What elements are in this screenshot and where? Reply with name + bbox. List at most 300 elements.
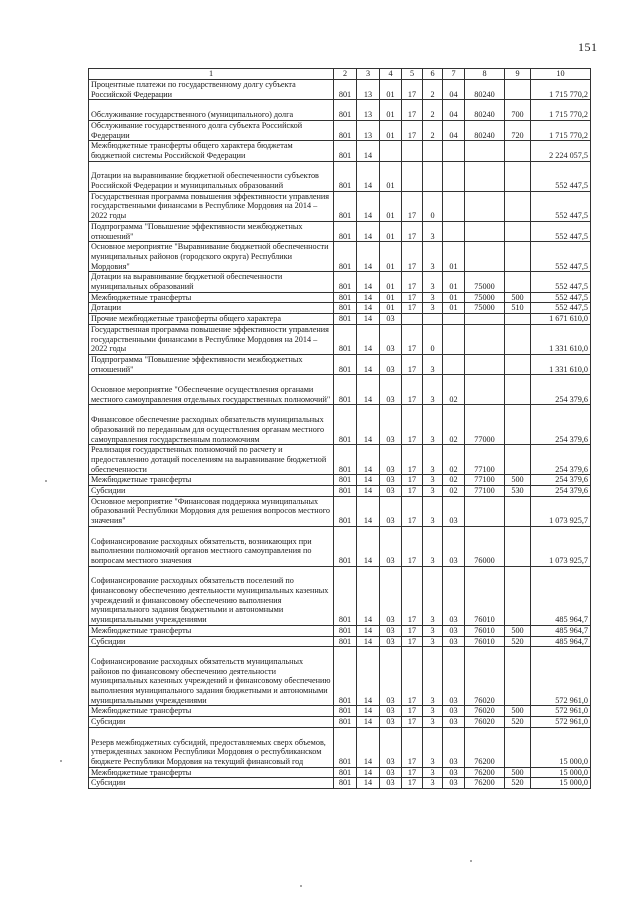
table-row — [89, 486, 591, 497]
row-amount: 254 379,6 — [531, 475, 591, 486]
code-ministry: 801 — [334, 727, 357, 767]
code-program: 17 — [402, 405, 423, 445]
code-section: 14 — [357, 375, 380, 405]
table-row — [89, 727, 591, 767]
code-subprogram: 3 — [423, 292, 443, 303]
code-section: 14 — [357, 767, 380, 778]
row-name: Межбюджетные трансферты — [89, 292, 334, 303]
code-section: 13 — [357, 100, 380, 120]
code-section: 14 — [357, 647, 380, 706]
row-name: Межбюджетные трансферты общего характера бюджетам бюджетной системы Российской Федерации — [89, 141, 334, 161]
code-ministry: 801 — [334, 292, 357, 303]
code-section: 14 — [357, 292, 380, 303]
code-program: 17 — [402, 647, 423, 706]
code-ministry: 801 — [334, 242, 357, 272]
code-subprogram: 3 — [423, 272, 443, 292]
code-subsection: 03 — [380, 354, 402, 374]
table-row — [89, 354, 591, 374]
table-row — [89, 526, 591, 566]
code-direction: 77100 — [465, 475, 505, 486]
table-row — [89, 625, 591, 636]
row-amount: 15 000,0 — [531, 778, 591, 789]
code-ministry: 801 — [334, 100, 357, 120]
code-ministry: 801 — [334, 405, 357, 445]
row-name: Основное мероприятие "Выравнивание бюджетной обеспеченности муниципальных районов (городского округа) Республики Мордовия" — [89, 242, 334, 272]
code-section: 14 — [357, 314, 380, 325]
code-direction — [465, 141, 505, 161]
row-name: Обслуживание государственного долга субъекта Российской Федерации — [89, 120, 334, 140]
code-expense-type — [505, 161, 531, 191]
code-activity — [443, 141, 465, 161]
table-row — [89, 767, 591, 778]
code-subsection: 01 — [380, 80, 402, 100]
table-row — [89, 324, 591, 354]
code-direction — [465, 496, 505, 526]
row-amount: 254 379,6 — [531, 375, 591, 405]
code-section: 14 — [357, 717, 380, 728]
header-col-8: 8 — [465, 69, 505, 80]
code-direction — [465, 221, 505, 241]
code-section: 14 — [357, 486, 380, 497]
code-program: 17 — [402, 625, 423, 636]
code-activity: 02 — [443, 475, 465, 486]
code-expense-type — [505, 272, 531, 292]
code-subprogram: 3 — [423, 354, 443, 374]
code-ministry: 801 — [334, 767, 357, 778]
row-name: Реализация государственных полномочий по расчету и предоставлению дотаций поселениям на выравнивание бюджетной обеспеченности — [89, 445, 334, 475]
code-ministry: 801 — [334, 324, 357, 354]
code-subprogram: 2 — [423, 80, 443, 100]
code-subsection: 01 — [380, 242, 402, 272]
code-subsection: 03 — [380, 496, 402, 526]
page-number: 151 — [578, 40, 598, 54]
row-name: Дотации — [89, 303, 334, 314]
code-direction — [465, 354, 505, 374]
row-name: Обслуживание государственного (муниципального) долга — [89, 100, 334, 120]
code-ministry: 801 — [334, 706, 357, 717]
header-col-1: 1 — [89, 69, 334, 80]
code-expense-type — [505, 324, 531, 354]
code-subprogram: 3 — [423, 242, 443, 272]
code-ministry: 801 — [334, 625, 357, 636]
code-direction — [465, 375, 505, 405]
row-name: Государственная программа повышения эффективности управления государственными финансами в Республике Мордовия на 2014 – 2022 годы — [89, 191, 334, 221]
code-expense-type: 720 — [505, 120, 531, 140]
row-name: Основное мероприятие "Обеспечение осуществления органами местного самоуправления отдельных государственных полномочий" — [89, 375, 334, 405]
code-section: 14 — [357, 221, 380, 241]
code-program: 17 — [402, 717, 423, 728]
code-ministry: 801 — [334, 717, 357, 728]
code-direction: 76020 — [465, 717, 505, 728]
code-section: 14 — [357, 496, 380, 526]
code-expense-type — [505, 221, 531, 241]
code-section: 14 — [357, 445, 380, 475]
code-activity — [443, 161, 465, 191]
code-ministry: 801 — [334, 647, 357, 706]
table-row — [89, 405, 591, 445]
code-subprogram: 3 — [423, 636, 443, 647]
code-program: 17 — [402, 778, 423, 789]
code-direction: 76200 — [465, 778, 505, 789]
row-amount: 15 000,0 — [531, 767, 591, 778]
row-amount: 485 964,7 — [531, 566, 591, 625]
code-subprogram: 2 — [423, 120, 443, 140]
row-amount: 1 715 770,2 — [531, 80, 591, 100]
code-ministry: 801 — [334, 272, 357, 292]
code-subprogram: 3 — [423, 445, 443, 475]
code-subprogram: 3 — [423, 303, 443, 314]
code-activity: 03 — [443, 647, 465, 706]
code-expense-type — [505, 496, 531, 526]
code-program: 17 — [402, 324, 423, 354]
code-expense-type — [505, 445, 531, 475]
row-amount: 1 671 610,0 — [531, 314, 591, 325]
code-program: 17 — [402, 566, 423, 625]
code-activity: 01 — [443, 272, 465, 292]
code-program: 17 — [402, 475, 423, 486]
code-activity — [443, 324, 465, 354]
code-program — [402, 141, 423, 161]
table-body — [89, 80, 591, 789]
code-subsection: 03 — [380, 778, 402, 789]
row-name: Софинансирование расходных обязательств поселений по финансовому обеспечению деятельности муниципальных казенных учреждений и финансовому обеспечению выполнения муниципального задания бюджетными и автономными муниципальными учреждениями — [89, 566, 334, 625]
code-section: 14 — [357, 526, 380, 566]
code-program: 17 — [402, 303, 423, 314]
table-header-row — [89, 69, 591, 80]
table-row — [89, 717, 591, 728]
code-subsection: 03 — [380, 636, 402, 647]
code-expense-type: 530 — [505, 486, 531, 497]
code-program: 17 — [402, 272, 423, 292]
code-direction: 80240 — [465, 120, 505, 140]
code-subsection: 03 — [380, 706, 402, 717]
table-row — [89, 566, 591, 625]
code-activity: 01 — [443, 292, 465, 303]
row-name: Прочие межбюджетные трансферты общего характера — [89, 314, 334, 325]
code-direction: 76000 — [465, 526, 505, 566]
code-subsection: 03 — [380, 405, 402, 445]
code-direction: 76020 — [465, 706, 505, 717]
code-expense-type — [505, 647, 531, 706]
code-program: 17 — [402, 727, 423, 767]
code-program: 17 — [402, 486, 423, 497]
row-amount: 1 715 770,2 — [531, 100, 591, 120]
table-row — [89, 292, 591, 303]
code-expense-type: 500 — [505, 625, 531, 636]
table-row — [89, 475, 591, 486]
code-direction: 75000 — [465, 303, 505, 314]
code-section: 14 — [357, 405, 380, 445]
row-amount: 552 447,5 — [531, 191, 591, 221]
table-row — [89, 636, 591, 647]
code-section: 14 — [357, 625, 380, 636]
row-name: Государственная программа повышение эффективности управления государственными финансами в Республике Мордовия на 2014 – 2022 годы — [89, 324, 334, 354]
code-direction: 76010 — [465, 566, 505, 625]
code-activity: 04 — [443, 80, 465, 100]
code-expense-type: 500 — [505, 767, 531, 778]
row-amount: 254 379,6 — [531, 486, 591, 497]
row-amount: 2 224 057,5 — [531, 141, 591, 161]
code-subprogram: 3 — [423, 566, 443, 625]
table-row — [89, 314, 591, 325]
code-program: 17 — [402, 354, 423, 374]
row-amount: 572 961,0 — [531, 706, 591, 717]
code-direction: 75000 — [465, 292, 505, 303]
header-col-3: 3 — [357, 69, 380, 80]
code-subprogram: 3 — [423, 405, 443, 445]
row-amount: 1 073 925,7 — [531, 526, 591, 566]
header-col-6: 6 — [423, 69, 443, 80]
code-subsection: 01 — [380, 100, 402, 120]
code-subprogram: 3 — [423, 706, 443, 717]
code-activity — [443, 314, 465, 325]
table-row — [89, 778, 591, 789]
scan-speck — [470, 860, 472, 862]
code-subprogram: 3 — [423, 496, 443, 526]
code-subprogram: 3 — [423, 221, 443, 241]
scan-speck — [300, 885, 302, 887]
code-subsection: 03 — [380, 475, 402, 486]
code-subprogram: 3 — [423, 526, 443, 566]
code-expense-type: 520 — [505, 778, 531, 789]
code-activity: 02 — [443, 486, 465, 497]
row-name: Основное мероприятие "Финансовая поддержка муниципальных образований Республики Мордовия для решения вопросов местного значения" — [89, 496, 334, 526]
code-subsection: 03 — [380, 324, 402, 354]
code-program: 17 — [402, 242, 423, 272]
code-program: 17 — [402, 80, 423, 100]
row-name: Межбюджетные трансферты — [89, 706, 334, 717]
code-subprogram: 3 — [423, 375, 443, 405]
code-program: 17 — [402, 375, 423, 405]
code-ministry: 801 — [334, 486, 357, 497]
code-section: 13 — [357, 120, 380, 140]
code-program: 17 — [402, 767, 423, 778]
code-subsection: 01 — [380, 303, 402, 314]
code-program: 17 — [402, 526, 423, 566]
code-ministry: 801 — [334, 221, 357, 241]
row-amount: 15 000,0 — [531, 727, 591, 767]
code-activity: 03 — [443, 526, 465, 566]
code-direction: 77000 — [465, 405, 505, 445]
code-direction: 77100 — [465, 445, 505, 475]
header-col-4: 4 — [380, 69, 402, 80]
code-activity: 03 — [443, 767, 465, 778]
code-subsection: 01 — [380, 120, 402, 140]
code-expense-type: 500 — [505, 292, 531, 303]
header-col-2: 2 — [334, 69, 357, 80]
code-expense-type — [505, 526, 531, 566]
code-direction: 76010 — [465, 625, 505, 636]
row-amount: 552 447,5 — [531, 221, 591, 241]
code-direction: 75000 — [465, 272, 505, 292]
code-activity: 02 — [443, 445, 465, 475]
code-subprogram — [423, 141, 443, 161]
row-name: Процентные платежи по государственному долгу субъекта Российской Федерации — [89, 80, 334, 100]
row-name: Межбюджетные трансферты — [89, 767, 334, 778]
code-ministry: 801 — [334, 161, 357, 191]
code-expense-type: 520 — [505, 717, 531, 728]
code-section: 14 — [357, 303, 380, 314]
table-row — [89, 496, 591, 526]
code-activity: 03 — [443, 727, 465, 767]
table-row — [89, 647, 591, 706]
code-subprogram — [423, 161, 443, 191]
scan-speck — [60, 760, 62, 762]
row-name: Субсидии — [89, 778, 334, 789]
code-subsection: 03 — [380, 717, 402, 728]
code-subprogram: 3 — [423, 486, 443, 497]
code-expense-type — [505, 242, 531, 272]
code-expense-type — [505, 191, 531, 221]
row-amount: 1 331 610,0 — [531, 324, 591, 354]
table-row — [89, 100, 591, 120]
code-program: 17 — [402, 100, 423, 120]
code-subprogram: 3 — [423, 647, 443, 706]
code-activity: 03 — [443, 496, 465, 526]
row-amount: 552 447,5 — [531, 303, 591, 314]
code-subsection: 03 — [380, 625, 402, 636]
code-subsection: 03 — [380, 767, 402, 778]
code-subsection: 01 — [380, 191, 402, 221]
table-row — [89, 161, 591, 191]
code-subsection: 03 — [380, 314, 402, 325]
code-activity: 01 — [443, 242, 465, 272]
scan-speck — [45, 480, 47, 482]
code-subsection: 03 — [380, 445, 402, 475]
header-col-7: 7 — [443, 69, 465, 80]
code-direction: 76020 — [465, 647, 505, 706]
code-program: 17 — [402, 191, 423, 221]
code-ministry: 801 — [334, 496, 357, 526]
code-ministry: 801 — [334, 566, 357, 625]
code-subsection: 01 — [380, 221, 402, 241]
code-ministry: 801 — [334, 526, 357, 566]
code-ministry: 801 — [334, 141, 357, 161]
row-name: Субсидии — [89, 717, 334, 728]
code-subprogram: 3 — [423, 727, 443, 767]
code-program: 17 — [402, 496, 423, 526]
code-direction — [465, 161, 505, 191]
table-row — [89, 242, 591, 272]
code-activity: 03 — [443, 778, 465, 789]
code-subprogram: 3 — [423, 717, 443, 728]
code-activity: 04 — [443, 100, 465, 120]
table-row — [89, 80, 591, 100]
code-activity: 03 — [443, 706, 465, 717]
code-expense-type: 520 — [505, 636, 531, 647]
code-subsection: 03 — [380, 566, 402, 625]
code-subprogram: 0 — [423, 191, 443, 221]
code-ministry: 801 — [334, 475, 357, 486]
code-expense-type: 500 — [505, 706, 531, 717]
table-row — [89, 303, 591, 314]
row-name: Дотации на выравнивание бюджетной обеспеченности муниципальных образований — [89, 272, 334, 292]
row-amount: 1 073 925,7 — [531, 496, 591, 526]
code-direction — [465, 314, 505, 325]
code-expense-type — [505, 566, 531, 625]
code-program — [402, 161, 423, 191]
table-row — [89, 375, 591, 405]
code-expense-type: 510 — [505, 303, 531, 314]
code-ministry: 801 — [334, 191, 357, 221]
code-subprogram: 0 — [423, 324, 443, 354]
code-subprogram — [423, 314, 443, 325]
code-direction: 76200 — [465, 727, 505, 767]
row-amount: 485 964,7 — [531, 625, 591, 636]
code-subsection: 01 — [380, 161, 402, 191]
table-row — [89, 272, 591, 292]
row-amount: 552 447,5 — [531, 161, 591, 191]
header-col-9: 9 — [505, 69, 531, 80]
code-section: 13 — [357, 80, 380, 100]
code-program: 17 — [402, 445, 423, 475]
row-amount: 254 379,6 — [531, 405, 591, 445]
code-ministry: 801 — [334, 375, 357, 405]
code-section: 14 — [357, 727, 380, 767]
header-col-10: 10 — [531, 69, 591, 80]
code-program — [402, 314, 423, 325]
code-program: 17 — [402, 292, 423, 303]
code-direction — [465, 324, 505, 354]
code-ministry: 801 — [334, 303, 357, 314]
code-section: 14 — [357, 324, 380, 354]
code-activity — [443, 221, 465, 241]
code-section: 14 — [357, 354, 380, 374]
code-ministry: 801 — [334, 80, 357, 100]
row-amount: 572 961,0 — [531, 647, 591, 706]
code-subsection — [380, 141, 402, 161]
code-subsection: 03 — [380, 526, 402, 566]
code-section: 14 — [357, 272, 380, 292]
code-section: 14 — [357, 475, 380, 486]
code-ministry: 801 — [334, 636, 357, 647]
code-activity — [443, 354, 465, 374]
table-row — [89, 706, 591, 717]
code-subprogram: 2 — [423, 100, 443, 120]
code-activity: 03 — [443, 636, 465, 647]
row-amount: 254 379,6 — [531, 445, 591, 475]
row-name: Субсидии — [89, 486, 334, 497]
row-amount: 572 961,0 — [531, 717, 591, 728]
code-direction — [465, 242, 505, 272]
table-row — [89, 445, 591, 475]
code-program: 17 — [402, 706, 423, 717]
code-subprogram: 3 — [423, 767, 443, 778]
code-section: 14 — [357, 161, 380, 191]
code-direction: 80240 — [465, 80, 505, 100]
code-expense-type — [505, 80, 531, 100]
code-ministry: 801 — [334, 778, 357, 789]
row-name: Софинансирование расходных обязательств, возникающих при выполнении полномочий органов местного самоуправления по вопросам местного значения — [89, 526, 334, 566]
code-section: 14 — [357, 706, 380, 717]
code-program: 17 — [402, 221, 423, 241]
code-subsection: 03 — [380, 375, 402, 405]
code-activity: 04 — [443, 120, 465, 140]
code-subprogram: 3 — [423, 475, 443, 486]
code-activity: 01 — [443, 303, 465, 314]
code-expense-type — [505, 375, 531, 405]
row-name: Софинансирование расходных обязательств муниципальных районов по финансовому обеспечению деятельности муниципальных казенных учреждений и финансовому обеспечению выполнения муниципального задания бюджетными и автономными муниципальными учреждениями — [89, 647, 334, 706]
code-subsection: 03 — [380, 647, 402, 706]
row-amount: 1 331 610,0 — [531, 354, 591, 374]
table-row — [89, 221, 591, 241]
code-program: 17 — [402, 636, 423, 647]
row-amount: 485 964,7 — [531, 636, 591, 647]
code-activity: 03 — [443, 717, 465, 728]
code-expense-type — [505, 727, 531, 767]
row-amount: 552 447,5 — [531, 272, 591, 292]
code-subprogram: 3 — [423, 778, 443, 789]
